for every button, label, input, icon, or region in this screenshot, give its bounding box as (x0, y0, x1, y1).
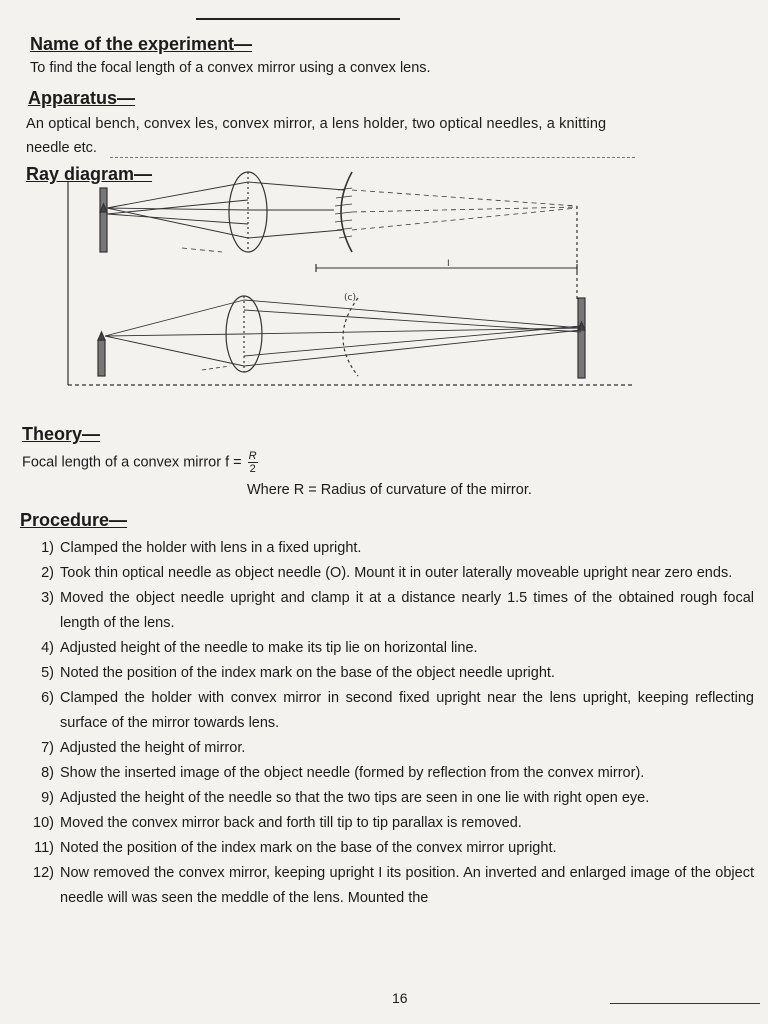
apparatus-heading: Apparatus— (28, 88, 136, 108)
experiment-text: To find the focal length of a convex mirror using a convex lens. (30, 60, 431, 76)
object-needle-top (100, 188, 107, 252)
theory-formula (22, 450, 258, 475)
apparatus-line-2: needle etc. (26, 140, 97, 156)
procedure-heading: Procedure— (20, 510, 128, 530)
theory-where: Where R = Radius of curvature of the mirror. (247, 482, 532, 498)
fraction-numerator: R (248, 450, 257, 462)
procedure-step: 9) Adjusted the height of the needle so that the two tips are seen in one lie with right open eye. (41, 790, 650, 806)
top-rule (196, 18, 400, 20)
procedure-step: 12) Now removed the convex mirror, keeping upright I its position. An inverted and enlarged image of the object needle will was seen the meddle of the lens. Mounted the (33, 865, 754, 906)
image-needle-bottom (578, 298, 585, 378)
procedure-step: 3) Moved the object needle upright and clamp it at a distance nearly 1.5 times of the obtained rough focal length of the lens. (41, 590, 754, 631)
procedure-step: 1) Clamped the holder with lens in a fixed upright. (41, 540, 362, 556)
procedure-step: 5) Noted the position of the index mark on the base of the object needle upright. (41, 665, 555, 681)
bottom-diagram-label: (c) (344, 293, 356, 303)
procedure-step: 7) Adjusted the height of mirror. (41, 740, 246, 756)
ray-diagram-heading: Ray diagram— (26, 164, 153, 184)
top-diagram-label: I (447, 259, 450, 269)
separator-line (110, 157, 635, 158)
procedure-steps (24, 536, 754, 911)
procedure-step: 11) Noted the position of the index mark on the base of the convex mirror upright. (34, 840, 557, 856)
procedure-step: 8) Show the inserted image of the object needle (formed by reflection from the convex mirror). (41, 765, 645, 781)
procedure-step: 6) Clamped the holder with convex mirror in second fixed upright near the lens upright, keeping reflecting surface of the mirror towards lens. (41, 690, 754, 731)
page-number: 16 (392, 990, 408, 1006)
ray-diagram (62, 160, 642, 400)
formula-fraction (248, 450, 258, 475)
experiment-heading: Name of the experiment— (30, 34, 253, 54)
procedure-step: 10) Moved the convex mirror back and forth till tip to tip parallax is removed. (33, 815, 522, 831)
formula-prefix: Focal length of a convex mirror f = (22, 454, 242, 471)
bottom-rule (610, 1003, 760, 1004)
theory-heading: Theory— (22, 424, 101, 444)
rays-top-extended (182, 190, 577, 252)
rays-top (107, 182, 344, 238)
object-needle-bottom (98, 332, 105, 376)
procedure-step: 2) Took thin optical needle as object needle (O). Mount it in outer laterally moveable upright near zero ends. (41, 565, 733, 581)
procedure-step: 4) Adjusted height of the needle to make its tip lie on horizontal line. (41, 640, 478, 656)
apparatus-line-1: An optical bench, convex les, convex mirror, a lens holder, two optical needles, a knitting (26, 116, 607, 132)
fraction-denominator: 2 (249, 463, 256, 475)
